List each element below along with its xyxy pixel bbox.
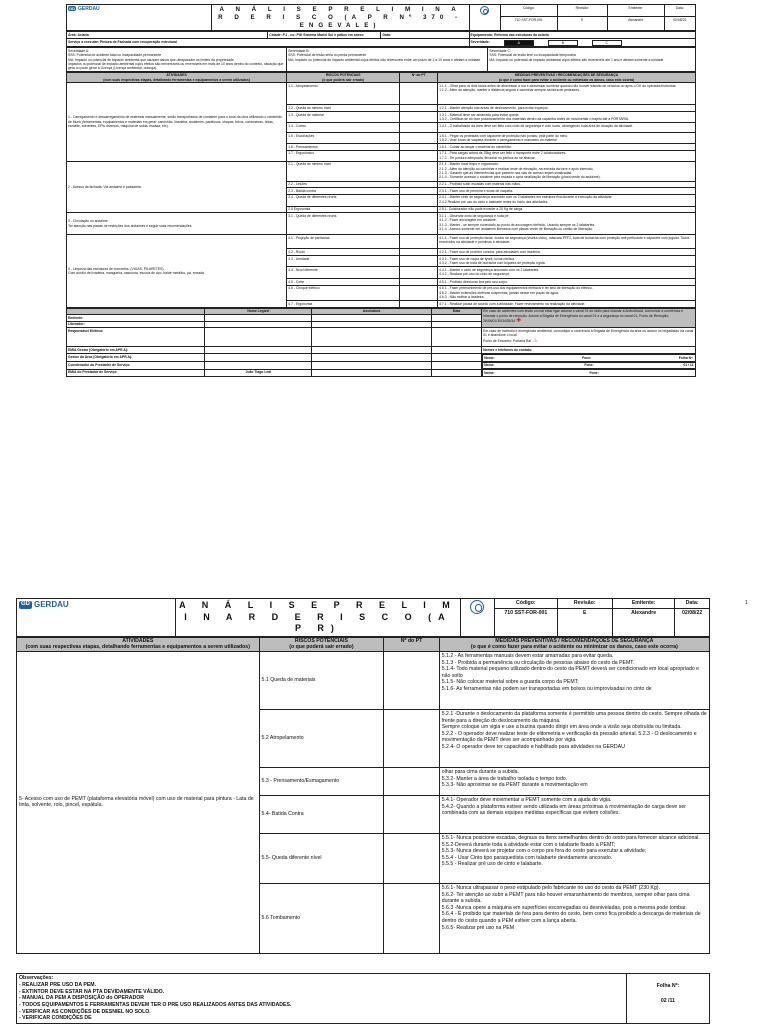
area-field: Área: Aciaria <box>67 32 268 39</box>
contact-row <box>482 362 695 370</box>
codigo-label: Código: <box>500 5 557 17</box>
codigo-value-p2: 710 SST-FOR-001 <box>495 609 557 637</box>
measure-cell: 5.4.1- Operador deve movimentar a PEMT somente com a ajuda do vigia. 5.4.2- Quando a plataforma estiver sendo utilizada em áreas próximas à movimentação de carga deve ser combinada com as demais equipes medidas específicas que evitem colisões. <box>439 795 709 833</box>
severity-c-box: C <box>592 40 622 46</box>
logo-name-p2: GERDAU <box>34 600 69 609</box>
pt-number-cell <box>400 285 438 300</box>
signature-field <box>312 328 432 347</box>
pt-number-cell <box>400 266 438 278</box>
document-title-p2: A N Á L I S E P R E L I M I N A R D E R I S C O (A P R) <box>176 599 460 637</box>
signature-row <box>67 369 696 377</box>
col-header-atividades: ATIVIDADES (com suas respectivas etapas, detalhando ferramentas e equipamentos a serem utilizados) <box>67 73 287 83</box>
pt-number-cell <box>400 213 438 235</box>
pt-number-cell <box>400 206 438 213</box>
risk-cell: 2.2 - Lesões <box>287 181 400 188</box>
emergency-fire-text: Em caso de incêndio e emergência ambiental, comunique a ocorrência à Brigada de Emergência da área ou acione os brigadistas via canal 01 e abandone o local. Ponto de Encontro: Portaria Rai <box>483 329 694 343</box>
signature-name <box>205 321 312 328</box>
contacts-label: Nomes e telefones de contato: <box>482 347 696 354</box>
severity-c-description: Severidade C: SSS: Potencial de lesão leve ou incapacidade temporária MA: Impacto ou potencial de impacto ambiental cujos efeitos são reversíveis até 1 ano e afetam somente a unidade <box>488 48 696 72</box>
measure-cell: 5.2.1 -Durante o deslocamento da plataforma somente é permitido uma pessoa dentro do cesto. Sempre olhada de frente para a direção do deslocamento da máquina. Sempre coloque um vigia e use a buzina quando dirigir em área onde a visão seja obstruída ou limitada. 5.2.2 - O operador deve realizar teste de elitometria e verificação da pressão arterial. 5.2.3 - O deslocamento e movimentação da PEMT deve ser acompanhado por vigia. 5.2.4- O operador deve ter capacitado e habilitado para atividades na GERDAU <box>439 709 709 767</box>
severity-b-box: B <box>548 40 578 46</box>
risk-cell: 4.7 - Ergonomia <box>287 301 400 308</box>
measure-cell: 4.6.1 - Fazer preenchimento de pré-uso dos equipamentos elétricos e ter selo de liberação do elétrico. 4.6.2 - Manter extensões elétricas suspensas, jamais deixar em poças de água. 4.6.3 - Não molhar a lixadeira. <box>438 285 696 300</box>
header-table-p2 <box>16 598 710 637</box>
risk-cell: 4.3 - Umidade <box>287 255 400 266</box>
pt-number-cell <box>400 249 438 256</box>
col-header-riscos-p2: RISCOS POTENCIAIS (o que poderá sair errado) <box>259 637 384 651</box>
signature-field <box>312 315 432 322</box>
emitente-value-p2: Alexandre <box>612 609 674 637</box>
risk-cell: 5.2 Atropelamento <box>259 709 384 767</box>
revisao-label-p2: Revisão: <box>557 599 612 609</box>
pt-number-cell <box>400 122 438 132</box>
measure-cell: 2.4.1 - Manter cinto de segurança ancorado com os 2 talabartes em estrutura fixa durante a execução da atividade. 2.4.2 Realizar pré uso do cinto e talabarte antes do início das atividades. <box>438 194 696 206</box>
pt-number-cell <box>384 651 439 709</box>
severity-legend <box>66 47 696 72</box>
measure-cell: 1.4.1 - O trabalhador da área deve ser feito com cinto de segurança e com luvas, abrangendo toda área de atuação da atividade. <box>438 122 696 132</box>
pt-number-cell <box>400 235 438 249</box>
signature-name <box>205 353 312 361</box>
risk-cell: 2.4 - Queda de diferentes níveis <box>287 194 400 206</box>
signature-field <box>312 362 432 370</box>
pt-number-cell <box>400 255 438 266</box>
measure-cell: 5.6.1- Nunca ultrapassar o peso estipulado pelo fabricante no uso do cesto da PEMT (230 Kg). 5.6.2- Ter atenção ao subir a PEMT para não houver emaranhamento de membros, sempre olhar para cima durante a subida. 5.6.3 -Nunca opere a máquina em superfícies escorregadias ou desniveladas, pois a mesma pode tombar. 5.6.4 - É proibido içar materiais de fora para dentro do cesto, bem como fica proibido a descarga de materiais de dentro do cesto quando a PEM estiver com a lança aberta. 5.6.5- Realizar pré uso na PEM <box>439 883 709 953</box>
risk-cell: 4.4 - Nível diferente <box>287 266 400 278</box>
codigo-label-p2: Código: <box>495 599 557 609</box>
measure-cell: 4.4.1 - Manter o cinto de segurança ancorado com os 2 talabartes. 4.4.2 - Realizar pré-uso do cinto de segurança. <box>438 266 696 278</box>
signature-role: Coordenador do Prestador de Serviço: <box>67 362 205 370</box>
pt-number-cell <box>400 111 438 122</box>
observations: Observações: - REALIZAR PRE USO DA PEM. - EXTINTOR DEVE ESTAR NA PTA DEVIDAMENTE VÁLIDO. - MANUAL DA PEM A DISPOSIÇÃO do OPERADOR - TODOS EQUIPAMENTOS E FERRAMENTAS DEVEM TER O PRE USO REALIZADOS ANTES DAS ATIVIDADES. - VERIFICAR AS CONDIÇÕES DE DESNIEL NO SOLO. - VERIFICAR CONDIÇÕES DE <box>17 974 627 1024</box>
severity-a-box: A <box>504 40 534 46</box>
pt-number-cell <box>384 795 439 833</box>
sig-header-assinatura: Assinatura <box>312 308 432 315</box>
codigo-value: 710 SST-FOR-001 <box>500 17 557 31</box>
form-page-1 <box>66 4 696 534</box>
contact-phone-label: Fone: <box>589 370 599 375</box>
signature-date <box>431 347 481 354</box>
contact-phone-label: Fone: <box>582 355 592 360</box>
revisao-value-p2: E <box>557 609 612 637</box>
info-table <box>66 31 696 47</box>
risk-cell: 5.1 Queda de materiais <box>259 651 384 709</box>
signature-date <box>431 321 481 328</box>
risk-row <box>17 651 710 709</box>
header-table <box>66 4 696 31</box>
risk-cell: 4.1 - Projeção de partículas <box>287 235 400 249</box>
data-value: 02/08/22 <box>664 17 695 31</box>
risk-cell: 2.5 Ergonomia <box>287 206 400 213</box>
col-header-riscos: RISCOS POTENCIAIS (o que poderá sair errado) <box>287 73 400 83</box>
form-page-2 <box>16 598 710 1024</box>
signature-date <box>431 315 481 322</box>
measure-cell: 2.5.1- Colaborador não pode exceder a 20 Kg de carga. <box>438 206 696 213</box>
signature-row <box>67 328 696 347</box>
signature-field <box>312 369 432 377</box>
measure-cell: 1.6.1 - Cuidar ao lançar o material do caminhão. <box>438 143 696 150</box>
brand-logo-p2 <box>17 599 176 637</box>
signature-role: EMIA Gestor (Obrigatório em APR A): <box>67 347 205 354</box>
logo-name: GERDAU <box>78 5 100 12</box>
risk-cell: 1.6 - Prensamentos <box>287 143 400 150</box>
emergency-fire-note <box>482 328 696 347</box>
activity-cell: 2 - Acesso da fachada: Via andaime e passarela <box>67 161 287 213</box>
pt-number-cell <box>384 883 439 953</box>
pt-number-cell <box>400 181 438 188</box>
measure-cell: 4.5.1 - Proibido direcionar lixa pelo seu corpo. <box>438 278 696 285</box>
measure-cell: olhar para cima durante a subida. 5.3.2- Manter a área de trabalho isolada o tempo todo. 5.3.3- Não aproximar se da PEMT durante a movimentação em <box>439 767 709 795</box>
signature-name: João Tiago Leal <box>205 369 312 377</box>
brand-logo <box>67 5 212 31</box>
risk-cell: 1.7 - Ergonômico <box>287 150 400 161</box>
measure-cell: 5.1.2 - As ferramentas manuais devem estar amarradas para evitar queda. 5.1.3 - Proibida a permanência ou circulação de pessoas abaixo do cesto da PEMT. 5.1.4- Todo material pequeno utilizado dentro do cesto da PEMT deverá ser condicionado em local apropriado e não solto 5.1.5- Não colocar material sobre a guarda corpo da PEMT; 5.1.6- As ferramentas não podem ser transportadas em bolsos ou improvisadas no cinto de <box>439 651 709 709</box>
col-header-npt: Nº do PT <box>400 73 438 83</box>
sig-header-data: Data <box>431 308 481 315</box>
measure-cell: 1.2.1 - Manter atenção nas áreas de deslocamento, para evitar tropeços. <box>438 105 696 112</box>
equipment-field: Equipamento: Reforma das estruturas da aciaria <box>469 32 695 39</box>
risk-cell: 2.1 - Queda do mesmo nível <box>287 161 400 181</box>
signature-row <box>67 362 696 370</box>
measure-cell: 2.3.1 - Fazer uso de perneira e luvas de vaqueta. <box>438 188 696 195</box>
data-value-p2: 02/08/22 <box>675 609 710 637</box>
risk-cell: 4.2 - Ruído <box>287 249 400 256</box>
signature-date <box>431 369 481 377</box>
risk-table-p2 <box>16 637 710 954</box>
date-field: Data: <box>381 32 469 39</box>
signature-role: Responsável Elétrico: <box>67 328 205 347</box>
measure-cell: 1.3.1 - Material deve ser amarrado para evitar queda. 1.3.2 - Certificar-se do bom posicionamento dos materiais dentro da caçamba antes de movimentar o trajeto até a PORTARIA. <box>438 111 696 122</box>
contact-row <box>482 354 695 362</box>
signature-table <box>66 308 696 378</box>
measure-cell: 1.1.1 - Olhar para os dois lados antes de atravessar a rua e atravessar somente quando não houver trânsito de veículos ou após o OK do operador/motorista. 1.1.2 - Além da atenção, manter a distância segura e caminhar sempre na faixa de pedestres. <box>438 83 696 105</box>
gerdau-emblem-icon <box>469 5 500 31</box>
logo-badge: GD <box>69 6 75 12</box>
signature-field <box>312 347 432 354</box>
folha-value-p2: 02 /11 <box>660 998 675 1005</box>
severity-b-description: Severidade B: SSS: Potencial de lesão séria ou perda permanente MA: Impacto ou potencial de impacto ambiental cujos efeitos são reversíveis entre um prazo de 1 a 10 anos e afetam a unidade <box>287 48 488 72</box>
pt-number-cell <box>400 143 438 150</box>
severity-label: Severidade: <box>470 40 490 45</box>
risk-cell: 5.4- Batida Contra <box>259 795 384 833</box>
risk-row <box>67 213 696 235</box>
data-label-p2: Data: <box>675 599 710 609</box>
measure-cell: 4.1.1 - Fazer uso de proteção facial, óculos de segurança (viseira vidro), máscara PFF2, bota de borracha com proteção anti perfurante e capacete com jugular. Todos envolvidos na atividade e próximos à atividade. <box>438 235 696 249</box>
signature-role: EMIA do Prestador de Serviço: <box>67 369 205 377</box>
col-header-atividades-p2: ATIVIDADES (com suas respectivas etapas, detalhando ferramentas e equipamentos a serem utilizados) <box>17 637 260 651</box>
emitente-value: Alexandre <box>607 17 664 31</box>
risk-cell: 1.5 - Escoriações <box>287 132 400 143</box>
risk-cell: 1.3 - Queda de material <box>287 111 400 122</box>
risk-cell: 2.3 - Batida contra <box>287 188 400 195</box>
measure-cell: 5.5.1- Nunca posicione escadas, degraus ou itens semelhantes dentro do cesto para fornecer alcance adicional. 5.5.2-Deverá durante toda a atividade estar com o talabarte fixado a PEMT; 5.5.3- Nunca deverá se projetar com o corpo pra fora do cesto para executar a atividade; 5.5.4 - Usar Cinto tipo paraquedista com talabarte devidamente ancorado. 5.5.5 - Realizar pré uso de cinto e talabarte. <box>439 833 709 883</box>
sig-header-nome: Nome Legível <box>205 308 312 315</box>
activity-cell: 4 - Limpeza das estruturas de concretos: (VIGAS, PILARETES). Com auxílio de lixadeira, mangueira, vassoura, escova de aço, balde metálico, pá, enxada. <box>67 235 287 307</box>
contact-name-label: Nome: <box>484 363 495 368</box>
logo-badge-p2: GD <box>21 601 30 608</box>
pt-number-cell <box>400 105 438 112</box>
severity-selector <box>469 38 695 46</box>
folha-cell-p2 <box>626 974 709 1024</box>
pt-number-cell <box>400 132 438 143</box>
risk-cell: 4.6 - Choque elétrico <box>287 285 400 300</box>
signature-date <box>431 353 481 361</box>
signature-date <box>431 328 481 347</box>
pt-number-cell <box>384 767 439 795</box>
activity-cell: 1 - Carregamento e descarregamento de materiais manualmente, serão transportados de container para o local da obra utilizando o caminhão de Munk (ferramentas, equipamentos e materiais em geral: caminhão, lixadeira, andaimes, parafusos, chapas, tubos, cantoneiras, tintas, esmalte, solventes, EPIs diversos, máquina de solda, escada, etc). <box>67 83 287 161</box>
measure-cell: 2.2.1 - Proibido subir escadas com material nas mãos. <box>438 181 696 188</box>
signature-field <box>312 321 432 328</box>
page-index: 1 <box>745 600 748 606</box>
col-header-npt-p2: Nº do PT <box>384 637 439 651</box>
sig-corner <box>67 308 205 315</box>
risk-cell: 5.3 - Prensamento/Esmagamento <box>259 767 384 795</box>
service-field: Serviço a executar: Pintura de Fachada com recuperação estrutural <box>67 38 470 46</box>
revisao-value: E <box>557 17 607 31</box>
measure-cell: 4.7.1 - Realizar pausa de acordo com a atividade. Fazer revezamento na realização da atividade. <box>438 301 696 308</box>
signature-row <box>67 347 696 354</box>
pt-number-cell <box>400 83 438 105</box>
emergency-accident-note <box>482 308 696 328</box>
risk-cell: 5.5- Queda diferente nível <box>259 833 384 883</box>
activity-cell: 5- Acesso com uso de PEMT (plataforma elevatória móvel) com uso de material para pintura - Lata de tinta, solvente, rolo, pincel, espátula. <box>17 651 260 953</box>
signature-name <box>205 347 312 354</box>
signature-name <box>205 362 312 370</box>
risk-cell: 1.2 - Queda do mesmo nível <box>287 105 400 112</box>
pt-number-cell <box>384 709 439 767</box>
signature-field <box>312 353 432 361</box>
observations-table <box>16 973 710 1024</box>
signature-date <box>431 362 481 370</box>
activity-cell: 3 - Circulação no andaime. Ter atenção nas placas de restrições dos andaimes e seguir suas recomendações. <box>67 213 287 235</box>
cidade-field: Cidade: P.1 - no: PGI Sistema Mariel Sul e pátios em anexo <box>268 32 381 39</box>
measure-cell: 2.1.1 - Manter local limpo e organizado. 2.1.2 - Além da atenção ao caminhar e realizar teste de elevação, na entrada da torre e após intervalo. 2.1.3 - Garantir que as interferências que passem nas vias de acesso sejam sinalizadas. 2.1.4 - Somente acessar o andaime pela escada e após sinalização de liberação (placa verde do andaime). <box>438 161 696 181</box>
fire-icon: ♨ <box>530 337 539 344</box>
col-header-medidas: MEDIDAS PREVENTIVAS / RECOMENDAÇÕES DE SEGURANÇA (o que é como fazer para evitar o acidente ou minimizar os danos, caso este ocorra) <box>438 73 696 83</box>
revisao-label: Revisão: <box>557 5 607 17</box>
contact-phone-label: Fone: <box>584 363 594 368</box>
pt-number-cell <box>400 301 438 308</box>
signature-name <box>205 328 312 347</box>
signature-role: Emitente: <box>67 315 205 322</box>
ambulance-icon: ✚ <box>516 318 522 325</box>
measure-cell: 4.2.1 - Fazer uso de protetor concha, para atividades com lixadeira. <box>438 249 696 256</box>
risk-cell: 1.4 - Cortes <box>287 122 400 132</box>
contact-name-label: Nome: <box>484 370 495 375</box>
risk-cell: 4.5 - Corte <box>287 278 400 285</box>
risk-cell: 3.1 - Queda de diferentes níveis <box>287 213 400 235</box>
pt-number-cell <box>400 188 438 195</box>
risk-row <box>67 83 696 105</box>
severity-a-description: Severidade A: SSS: Potencial de acidente fatal ou incapacidade permanente MA: Impacto ou potencial de impacto ambiental que causam danos que ultrapassam os limites da propriedade Impactos ou potencial de impacto ambiental cujos efeitos são irreversíveis ou reversíveis em mais de 10 anos dentro do contexto, situação que gera ou pode gerar a Licença (Licença ambiental, outorga). <box>67 48 287 72</box>
gerdau-emblem-icon <box>460 599 495 637</box>
measure-cell: 3.1.1 - Observar cinto de segurança e roda pé 3.1.2 - Fazer ancoragem em andaime. 3.1.3 - Manter - se sempre conectado ao ponto de ancoragem definido. Usando sempre os 2 talabartes. 3.1.4 - Acesso somente em andaimes liberados com placas verde de liberação ou cartão de liberação. <box>438 213 696 235</box>
risk-cell: 1.1 - Atropelamento <box>287 83 400 105</box>
data-label: Data: <box>664 5 695 17</box>
folha-label: 01 / 11 <box>683 363 694 368</box>
pt-number-cell <box>400 150 438 161</box>
col-header-medidas-p2: MEDIDAS PREVENTIVAS / RECOMENDAÇÕES DE SEGURANÇA (o que é como fazer para evitar o acidente ou minimizar os danos, caso este ocorra) <box>439 637 709 651</box>
risk-row <box>67 161 696 181</box>
pt-number-cell <box>400 161 438 181</box>
risk-row <box>67 235 696 249</box>
signature-row <box>67 353 696 361</box>
measure-cell: 1.7.1 - Para cargas acima de 25kg deve ser feito o transporte entre 2 colaboradores. 1.7.2 - Ter postura adequada, flexionar os joelhos ao se abaixar. <box>438 150 696 161</box>
contact-row <box>482 369 695 377</box>
folha-label: Folha Nº: <box>678 355 694 360</box>
document-title: A N Á L I S E P R E L I M I N A R D E R I S C O (A P R Nº 370 - ENGEVALE) <box>211 5 469 31</box>
pt-number-cell <box>400 278 438 285</box>
risk-cell: 5.6 Tombamento <box>259 883 384 953</box>
signature-role: Liberador: <box>67 321 205 328</box>
pt-number-cell <box>400 194 438 206</box>
risk-table <box>66 72 696 307</box>
signature-name <box>205 315 312 322</box>
emergency-accident-text: Em caso de acidentes com lesão ou mal estar ligar acionar o canal 01 do rádio para chamar a Ambulância, comunicar a ocorrência e informar o ponto de remoção. Acione a Brigada de Emergência no canal 01 e a segurança no canal 01. Ponto de Remoção: 26/06/01/35/34/35/34 <box>483 309 683 324</box>
folha-label-p2: Folha Nº: <box>656 983 680 990</box>
emitente-label: Emitente: <box>607 5 664 17</box>
pt-number-cell <box>384 833 439 883</box>
measure-cell: 4.3.1 - Fazer uso de roupa de tyvek, luvas nitrílica. 4.3.2 - Fazer uso de bota de borracha com biqueira de proteção rígida. <box>438 255 696 266</box>
emitente-label-p2: Emitente: <box>612 599 674 609</box>
measure-cell: 1.5.1 - Pegar os pedestais com capacete de proteção nas pontas, pela parte do meio. 1.5.2 - Usar luvas de vaqueta durante o carregamento e manuseio do material. <box>438 132 696 143</box>
contact-name-label: Nome: <box>484 355 495 360</box>
signature-role: Gestor da Área (Obrigatório em APR A): <box>67 353 205 361</box>
